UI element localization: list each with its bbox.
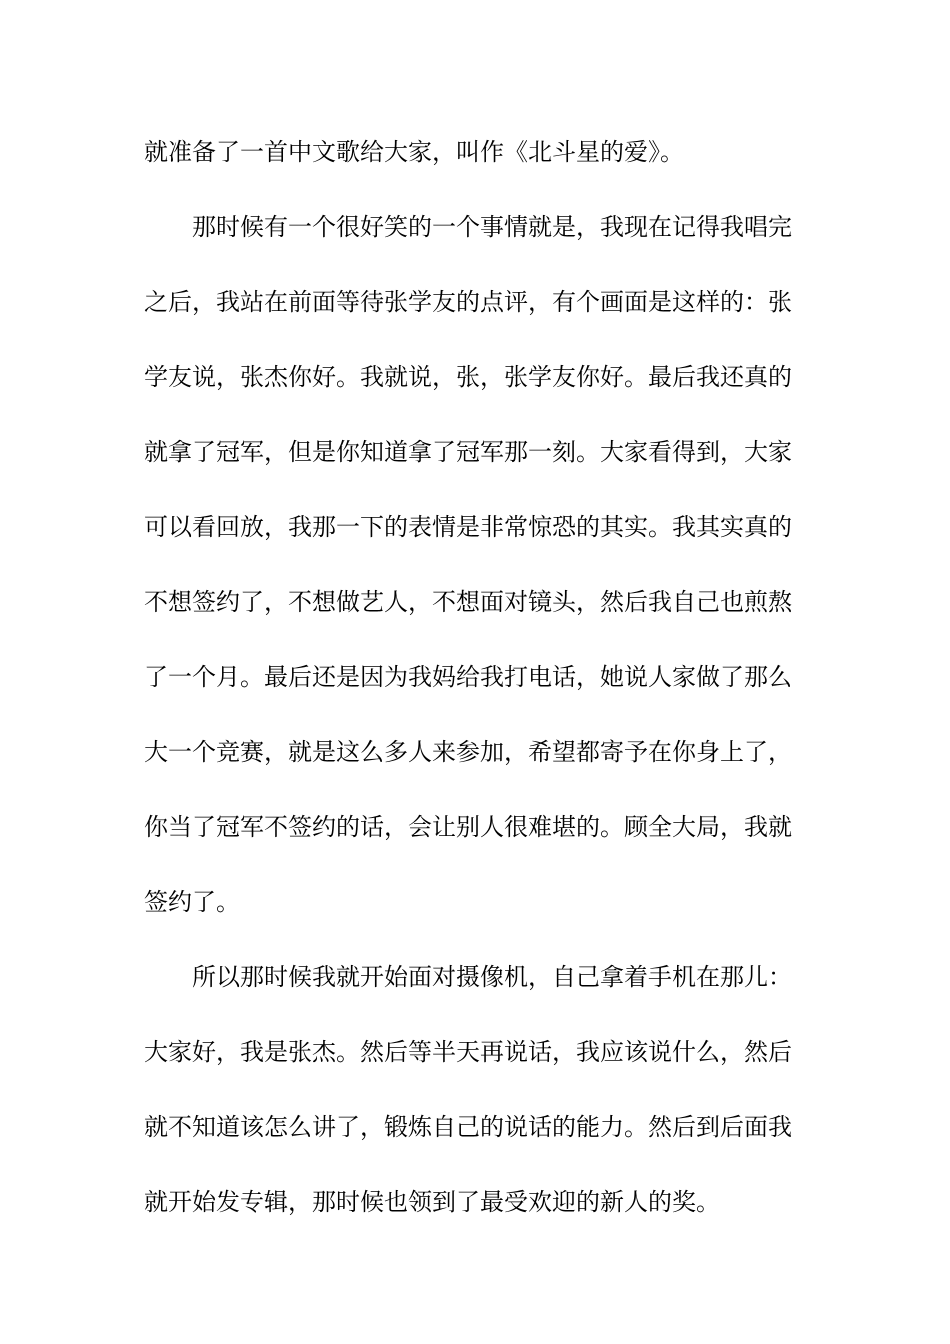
text-line: 就不知道该怎么讲了，锻炼自己的说话的能力。然后到后面我 — [144, 1113, 792, 1141]
text-line: 就拿了冠军，但是你知道拿了冠军那一刻。大家看得到，大家 — [144, 438, 792, 466]
text-line: 大一个竞赛，就是这么多人来参加，希望都寄予在你身上了， — [144, 738, 792, 766]
text-line: 就准备了一首中文歌给大家，叫作《北斗星的爱》。 — [144, 138, 684, 166]
text-line: 了一个月。最后还是因为我妈给我打电话，她说人家做了那么 — [144, 663, 792, 691]
text-line: 你当了冠军不签约的话，会让别人很难堪的。顾全大局，我就 — [144, 813, 792, 841]
text-line: 不想签约了，不想做艺人，不想面对镜头，然后我自己也煎熬 — [144, 588, 792, 616]
text-line: 可以看回放，我那一下的表情是非常惊恐的其实。我其实真的 — [144, 513, 792, 541]
text-line: 签约了。 — [144, 888, 240, 916]
text-line: 就开始发专辑，那时候也领到了最受欢迎的新人的奖。 — [144, 1188, 720, 1216]
text-line: 之后，我站在前面等待张学友的点评，有个画面是这样的：张 — [144, 288, 792, 316]
text-line: 大家好，我是张杰。然后等半天再说话，我应该说什么，然后 — [144, 1038, 792, 1066]
text-line: 那时候有一个很好笑的一个事情就是，我现在记得我唱完 — [192, 213, 792, 241]
text-line: 所以那时候我就开始面对摄像机，自己拿着手机在那儿： — [192, 963, 792, 991]
text-line: 学友说，张杰你好。我就说，张，张学友你好。最后我还真的 — [144, 363, 792, 391]
